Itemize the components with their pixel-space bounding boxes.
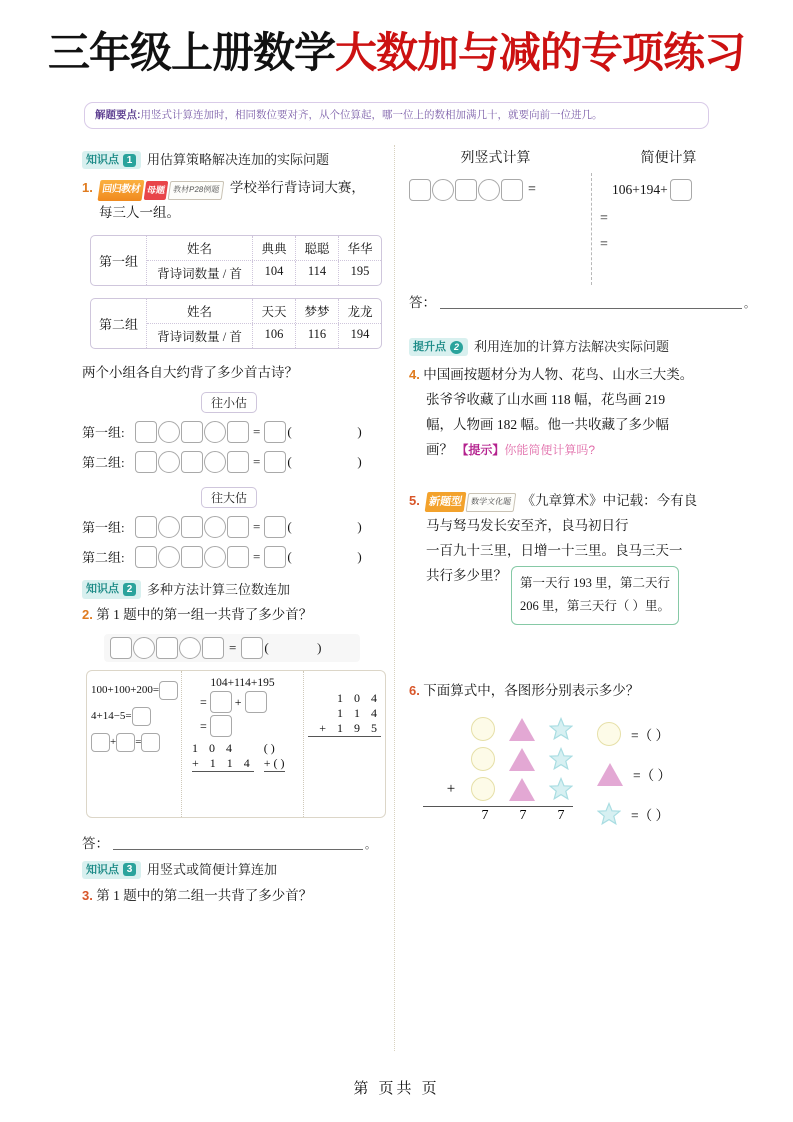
result-box[interactable] [210, 715, 232, 737]
table-name-2: 华华 [338, 236, 381, 260]
textbook-tag-sub: 母题 [144, 181, 169, 200]
answer-line[interactable] [440, 296, 742, 309]
method-1-line-1 [91, 677, 177, 703]
vertical-addend-1: 1 0 4 [337, 691, 381, 706]
operator-circle[interactable] [204, 451, 226, 473]
result-box[interactable] [264, 421, 286, 443]
page-footer: 第 页共 页 [353, 1080, 440, 1097]
equals-sign: = [253, 518, 261, 534]
shape-addition-column [423, 714, 573, 834]
upgrade-point-badge-label: 提升点 [413, 340, 446, 353]
answer-box[interactable] [210, 691, 232, 713]
upgrade-point-number: 2 [450, 341, 463, 354]
method-1-expr-1: 100+100+200= [91, 684, 160, 697]
two-column-body [0, 141, 793, 1051]
knowledge-point-1-badge-label: 知识点 [86, 153, 119, 166]
shape-row [423, 774, 573, 804]
unit-paren[interactable]: ( ) [264, 640, 336, 656]
table-value-0: 106 [264, 326, 284, 341]
question-4-line4 [409, 438, 755, 463]
question-5-line4-row [409, 564, 755, 626]
estimate-small-row-1 [82, 421, 376, 443]
estimate-large-row-1 [82, 516, 376, 538]
triangle-icon [597, 763, 623, 786]
answer-box[interactable] [181, 546, 203, 568]
vertical-blank-1[interactable]: ( ) [263, 741, 275, 756]
circle-icon [597, 722, 621, 746]
table-value-1: 114 [295, 261, 338, 285]
upgrade-point [409, 337, 755, 357]
method-3-vertical [308, 691, 381, 737]
operator-circle[interactable] [158, 546, 180, 568]
knowledge-point-3-badge [82, 861, 141, 880]
result-box[interactable] [264, 451, 286, 473]
shape-legend-column [597, 714, 671, 834]
question-3-work-area [409, 173, 755, 285]
operator-circle[interactable] [133, 637, 155, 659]
shape-row [423, 714, 573, 744]
method-2-vertical-right [264, 741, 285, 772]
simple-equals-2: = [600, 237, 608, 253]
triangle-value-blank[interactable]: =（ ） [633, 768, 671, 784]
table-value-1: 116 [295, 324, 338, 348]
table-row [147, 323, 381, 348]
star-icon [597, 802, 621, 826]
star-value-blank[interactable]: =（ ） [631, 808, 669, 824]
simple-method-area [598, 173, 755, 285]
answer-label: 答： [82, 836, 109, 852]
operator-circle[interactable] [158, 516, 180, 538]
question-5-line4: 共行多少里？ [426, 567, 507, 583]
answer-box[interactable] [135, 451, 157, 473]
table-value-2: 195 [338, 261, 381, 285]
title-red-part: 大数加与减的专项练习 [335, 29, 746, 76]
vertical-blank-2[interactable]: + ( ) [263, 756, 285, 771]
method-2-vertical-left [192, 741, 254, 772]
equals-sign: = [200, 694, 207, 709]
upgrade-point-badge [409, 338, 468, 357]
table-row [147, 236, 381, 260]
legend-row-star [597, 794, 671, 834]
question-4 [409, 363, 755, 463]
data-table-group2 [90, 298, 382, 349]
question-4-tail: 画？ [426, 441, 453, 457]
estimate-small-pill: 往小估 [201, 392, 257, 413]
vertical-addend-2: 1 1 4 [337, 706, 381, 721]
new-type-tag [425, 492, 517, 512]
method-1-line-3 [91, 729, 177, 755]
table-name-0: 典典 [261, 241, 287, 256]
vertical-blank-row [409, 179, 585, 201]
answer-box[interactable] [455, 179, 477, 201]
simple-equals-1: = [600, 211, 608, 227]
question-5-box-line1: 第一天行 193 里，第二天行 [520, 575, 671, 590]
legend-row-circle [597, 714, 671, 754]
table-row [147, 260, 381, 285]
row-label-group2: 第二组: [82, 550, 125, 566]
new-type-tag-main: 新题型 [425, 492, 467, 512]
question-2-answer [82, 832, 376, 852]
answer-box[interactable] [181, 421, 203, 443]
operator-circle[interactable] [432, 179, 454, 201]
result-box[interactable] [241, 637, 263, 659]
answer-box[interactable] [227, 516, 249, 538]
question-4-number: 4. [409, 366, 420, 382]
knowledge-point-2-number: 2 [123, 583, 136, 596]
left-column [26, 141, 386, 1051]
knowledge-point-1-text: 用估算策略解决连加的实际问题 [147, 152, 330, 168]
question-3-number: 3. [82, 887, 93, 903]
question-5 [409, 489, 755, 625]
method-2-expression: 104+114+195 [210, 677, 275, 690]
knowledge-point-2-badge [82, 580, 141, 599]
key-points-label: 解题要点: [95, 109, 141, 122]
new-type-tag-sub: 数学文化题 [466, 493, 517, 512]
method-3-cell [303, 671, 385, 817]
method-2-vertical-forms [186, 741, 299, 772]
plus-sign: + [446, 780, 456, 797]
answer-box[interactable] [501, 179, 523, 201]
knowledge-point-3-number: 3 [123, 863, 136, 876]
operator-circle[interactable] [158, 421, 180, 443]
vertical-rule [264, 771, 285, 772]
textbook-tag-main: 回归教材 [98, 180, 145, 201]
period-mark: 。 [744, 298, 755, 311]
question-5-number: 5. [409, 492, 420, 508]
vertical-method-header: 列竖式计算 [460, 151, 531, 167]
period-mark: 。 [365, 839, 376, 852]
result-box[interactable] [264, 546, 286, 568]
answer-box[interactable] [227, 421, 249, 443]
answer-box[interactable] [181, 516, 203, 538]
answer-line[interactable] [113, 837, 363, 850]
question-5-line1: 《九章算术》中记载：今有良 [521, 492, 698, 508]
estimate-small-row-2 [82, 451, 376, 473]
table-header-name: 姓名 [147, 299, 253, 323]
vertical-addend-3: + 1 9 5 [319, 721, 381, 736]
answer-box[interactable] [670, 179, 692, 201]
circle-icon [471, 717, 495, 741]
answer-box[interactable] [409, 179, 431, 201]
table-row-label: 背诗词数量 / 首 [147, 261, 253, 285]
equals-sign: = [253, 453, 261, 469]
operator-circle[interactable] [204, 421, 226, 443]
question-3-method-headers [409, 147, 755, 167]
question-4-line1: 中国画按题材分为人物、花鸟、山水三大类。 [423, 366, 694, 382]
page-title [0, 0, 793, 84]
textbook-tag [98, 180, 225, 201]
unit-paren[interactable]: ( ) [287, 423, 376, 439]
knowledge-point-2 [82, 580, 376, 600]
method-2-line-2 [200, 715, 299, 737]
triangle-icon [509, 718, 535, 741]
knowledge-point-2-text: 多种方法计算三位数连加 [147, 581, 291, 597]
method-2-cell [181, 671, 303, 817]
question-2-blank-row [104, 634, 360, 662]
answer-box[interactable] [181, 451, 203, 473]
equals-sign: = [200, 718, 207, 733]
answer-box[interactable] [132, 707, 151, 726]
vertical-addend-2: + 1 1 4 [192, 756, 254, 771]
question-5-line2: 马与驽马发长安至齐，良马初日行 [426, 517, 629, 533]
question-6 [409, 679, 755, 704]
title-black-part: 三年级上册数学 [47, 29, 335, 76]
question-1-prompt: 两个小组各自大约背了多少首古诗？ [82, 364, 298, 380]
sum-digit-0: 7 [481, 808, 489, 824]
shape-row [423, 744, 573, 774]
vertical-method-area [409, 173, 585, 285]
equals-sign: = [135, 736, 142, 749]
hint-text: 你能简便计算吗? [504, 442, 596, 457]
answer-box[interactable] [110, 637, 132, 659]
question-4-line2: 张爷爷收藏了山水画 118 幅，花鸟画 219 [426, 391, 666, 407]
row-label-group2: 第二组: [82, 455, 125, 471]
answer-box[interactable] [245, 691, 267, 713]
row-label-group1: 第一组: [82, 425, 125, 441]
circle-icon [471, 747, 495, 771]
knowledge-point-3-badge-label: 知识点 [86, 863, 119, 876]
answer-box[interactable] [91, 733, 110, 752]
calculation-methods-box [86, 670, 386, 818]
unit-paren[interactable]: ( ) [287, 548, 376, 564]
column-divider [394, 145, 395, 1051]
star-icon [549, 777, 573, 801]
knowledge-point-1-number: 1 [123, 154, 136, 167]
question-5-answer-frame [511, 566, 679, 626]
method-2-line-1 [200, 691, 299, 713]
operator-circle[interactable] [478, 179, 500, 201]
operator-circle[interactable] [179, 637, 201, 659]
knowledge-point-3-text: 用竖式或简便计算连加 [147, 862, 278, 878]
question-5-line3: 一百九十三里，日增一十三里。良马三天一 [426, 542, 683, 558]
star-icon [549, 747, 573, 771]
star-icon [549, 717, 573, 741]
question-6-figure [409, 714, 755, 834]
vertical-rule [308, 736, 381, 737]
knowledge-point-1-badge [82, 151, 141, 170]
table-name-1: 聪聪 [295, 236, 338, 260]
plus-sign: + [234, 694, 242, 709]
table-name-2: 龙龙 [338, 299, 381, 323]
method-1-cell [87, 671, 181, 817]
question-1 [82, 176, 376, 226]
circle-icon [471, 777, 495, 801]
shape-sum-row [423, 806, 573, 824]
result-box[interactable] [264, 516, 286, 538]
table-group2-rows [147, 299, 381, 348]
table-header-name: 姓名 [147, 236, 253, 260]
equals-sign: = [229, 640, 237, 656]
answer-box[interactable] [227, 546, 249, 568]
answer-box[interactable] [202, 637, 224, 659]
textbook-tag-ref: 教材P28例题 [168, 181, 225, 200]
table-group1-rows [147, 236, 381, 285]
data-table-group1 [90, 235, 382, 286]
knowledge-point-3 [82, 860, 376, 880]
question-1-number: 1. [82, 179, 93, 195]
key-points-banner [84, 102, 709, 129]
method-divider [591, 173, 592, 285]
plus-sign: + [110, 736, 117, 749]
table-group2-label: 第二组 [91, 299, 147, 348]
answer-box[interactable] [156, 637, 178, 659]
unit-paren[interactable]: ( ) [287, 453, 376, 469]
question-3-answer [409, 291, 755, 311]
legend-row-triangle [597, 754, 671, 794]
triangle-icon [509, 748, 535, 771]
question-4-line3: 幅，人物画 182 幅。他一共收藏了多少幅 [426, 416, 669, 432]
table-name-1: 梦梦 [295, 299, 338, 323]
operator-circle[interactable] [204, 546, 226, 568]
method-1-line-2 [91, 703, 177, 729]
unit-paren[interactable]: ( ) [287, 518, 376, 534]
row-label-group1: 第一组: [82, 520, 125, 536]
question-5-box-line2[interactable]: 206 里，第三天行（ ）里。 [520, 599, 671, 614]
circle-value-blank[interactable]: =（ ） [631, 728, 669, 744]
answer-box[interactable] [227, 451, 249, 473]
equals-sign: = [253, 548, 261, 564]
question-2-text: 第 1 题中的第一组一共背了多少首？ [96, 607, 313, 623]
operator-circle[interactable] [158, 451, 180, 473]
simple-expression: 106+194+ [612, 182, 668, 198]
sum-digit-2: 7 [557, 808, 565, 824]
operator-circle[interactable] [204, 516, 226, 538]
question-2-number: 2. [82, 607, 93, 623]
table-row [147, 299, 381, 323]
question-1-line1: 学校举行背诗词大赛， [229, 179, 365, 195]
equals-sign: = [253, 423, 261, 439]
table-value-2: 194 [338, 324, 381, 348]
vertical-addend-1: 1 0 4 [192, 741, 236, 756]
simple-method-header: 简便计算 [640, 151, 697, 167]
knowledge-point-1 [82, 150, 376, 170]
result-box[interactable] [141, 733, 160, 752]
table-group1-label: 第一组 [91, 236, 147, 285]
answer-box[interactable] [159, 681, 178, 700]
upgrade-point-text: 利用连加的计算方法解决实际问题 [474, 339, 670, 355]
answer-box[interactable] [116, 733, 135, 752]
key-points-text: 用竖式计算连加时，相同数位要对齐，从个位算起，哪一位上的数相加满几十，就要向前一位进几。 [140, 109, 603, 122]
right-column [403, 141, 763, 1051]
simple-expression-row [598, 179, 755, 201]
sum-digit-1: 7 [519, 808, 527, 824]
answer-box[interactable] [135, 421, 157, 443]
question-3-text: 第 1 题中的第二组一共背了多少首？ [96, 887, 313, 903]
question-6-text: 下面算式中，各图形分别表示多少？ [423, 683, 640, 699]
answer-label: 答： [409, 295, 436, 311]
question-3 [82, 884, 376, 909]
table-name-0: 天天 [261, 304, 287, 319]
question-6-number: 6. [409, 683, 420, 699]
answer-box[interactable] [135, 546, 157, 568]
table-row-label: 背诗词数量 / 首 [147, 324, 253, 348]
question-2 [82, 603, 376, 628]
knowledge-point-2-badge-label: 知识点 [86, 583, 119, 596]
table-value-0: 104 [264, 263, 284, 278]
question-1-line2: 每三人一组。 [99, 204, 180, 220]
vertical-rule [192, 771, 254, 772]
triangle-icon [509, 778, 535, 801]
method-1-expr-2: 4+14−5= [91, 710, 132, 723]
hint-label: 【提示】 [456, 442, 505, 457]
equals-sign: = [528, 182, 536, 198]
answer-box[interactable] [135, 516, 157, 538]
estimate-large-pill: 往大估 [201, 487, 257, 508]
estimate-large-row-2 [82, 546, 376, 568]
